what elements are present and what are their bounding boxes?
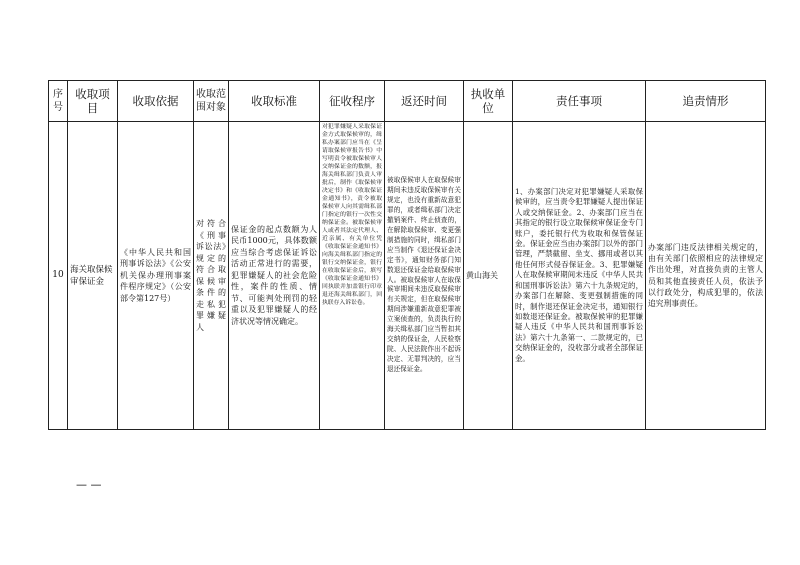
cell-standard: 保证金的起点数额为人民币1000元，具体数额应当综合考虑保证诉讼活动正常进行的需要，犯罪嫌疑人的社会危险性，案件的性质、情节、可能判处刑罚的轻重以及犯罪嫌疑人的经济状况等情况确定。	[229, 122, 320, 430]
header-unit: 执收单位	[464, 81, 513, 122]
cell-item: 海关取保候审保证金	[68, 122, 118, 430]
cell-return-time: 被取保候审人在取保候审期间未违反取保候审有关规定，也没有重新故意犯罪的，或者缉私部门决定撤销案件、终止侦查的，在解除取保候审、变更强制措施的同时，缉私部门应当制作《退还保证金决定书》，通知财务部门知数退还保证金给取保候审人。被取保候审人在取保候审期间未违反取保候审有关规定，但在取保候审期间涉嫌重新故意犯罪被立案侦查的，负责执行的海关缉私部门应当暂扣其交纳的保证金，人民检察院、人民法院作出不起诉决定、无罪判决的，应当退还保证金。	[385, 122, 464, 430]
fee-table	[48, 80, 766, 430]
header-responsibility: 责任事项	[513, 81, 646, 122]
table-header-row	[49, 81, 766, 122]
header-standard: 收取标准	[229, 81, 320, 122]
header-accountability: 追责情形	[646, 81, 766, 122]
header-basis: 收取依据	[118, 81, 194, 122]
page-footer-marks: — —	[76, 478, 102, 491]
cell-basis: 《中华人民共和国刑事诉讼法》《公安机关保办理刑事案件程序规定》（公安部令第127号）	[118, 122, 194, 430]
cell-scope: 对符合《刑事诉讼法》规定的符合取保候审条件的走私犯罪嫌疑人	[194, 122, 229, 430]
cell-responsibility: 1、办案部门决定对犯罪嫌疑人采取保候审的，应当责令犯罪嫌疑人提出保证人或交纳保证金。2、办案部门应当在其指定的银行设立取保候审保证金专门账户，委托银行代为收取和保管保证金。保证金应当由办案部门以外的部门管理，严禁截留、坐支、挪用或者以其他任何形式侵吞保证金。3、犯罪嫌疑人在取保候审期间未违反《中华人民共和国刑事诉讼法》第六十九条规定的，办案部门在解除、变更强制措施的同时，制作退还保证金决定书，通知银行如数退还保证金。被取保候审的犯罪嫌疑人违反《中华人民共和国刑事诉讼法》第六十九条第一、二款规定的，已交纳保证金的，没收部分或者全部保证金。	[513, 122, 646, 430]
cell-accountability: 办案部门违反法律相关规定的，由有关部门依照相应的法律规定作出处理，对直接负责的主管人员和其他直接责任人员，依法予以行政处分，构成犯罪的，依法追究刑事责任。	[646, 122, 766, 430]
cell-unit: 黄山海关	[464, 122, 513, 430]
header-return-time: 返还时间	[385, 81, 464, 122]
header-item: 收取项目	[68, 81, 118, 122]
cell-index: 10	[49, 122, 68, 430]
header-procedure: 征收程序	[320, 81, 385, 122]
header-scope: 收取范围对象	[194, 81, 229, 122]
cell-procedure: 对犯罪嫌疑人采取保证金方式取保候审的，缉私办案部门应当在《呈请取保候审报告书》中写明责令被取保候审人交纳保证金的数额，报海关缉私部门负责人审批后，制作《取保候审决定书》和《收取保证金通知书》，责令被取保候审人向其需缉私部门指定的银行一次性交纳保证金。被取保候审人或者其法定代理人、近亲属、有关单位凭《收取保证金通知书》向海关缉私部门指定的银行交纳保证金，银行在收取保证金后，填写《收取保证金通知书》回执联并加盖银行印章退还海关缉私部门，回执联存入诉讼卷。	[320, 122, 385, 430]
header-index: 序号	[49, 81, 68, 122]
table-row	[49, 122, 766, 430]
